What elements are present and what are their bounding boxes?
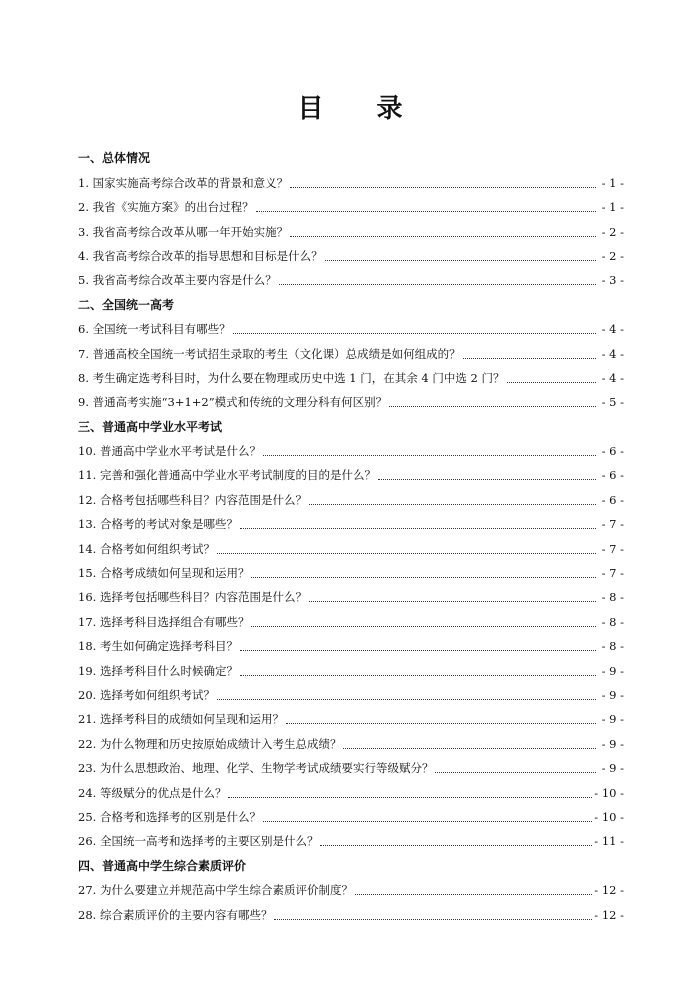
toc-entry[interactable] — [78, 898, 624, 922]
toc-leader-dots — [309, 503, 596, 505]
toc-entry-title: 17. 选择考科目选择组合有哪些？ — [78, 614, 250, 629]
toc-page-number: - 4 - — [601, 322, 624, 337]
toc-entry-title: 21. 选择考科目的成绩如何呈现和运用？ — [78, 712, 284, 727]
toc-page-number: - 8 - — [601, 590, 624, 605]
toc-leader-dots — [251, 625, 596, 627]
toc-entry-title: 4. 我省高考综合改革的指导思想和目标是什么？ — [78, 248, 323, 263]
toc-entry-title: 26. 全国统一高考和选择考的主要区别是什么？ — [78, 834, 319, 849]
toc-entry-title: 16. 选择考包括哪些科目？内容范围是什么？ — [78, 590, 307, 605]
toc-leader-dots — [290, 186, 596, 188]
toc-entry-title: 18. 考生如何确定选择考科目？ — [78, 639, 238, 654]
toc-page-number: - 8 - — [601, 639, 624, 654]
toc-entry-title: 13. 合格考的考试对象是哪些？ — [78, 517, 238, 532]
toc-entry-title: 24. 等级赋分的优点是什么？ — [78, 785, 227, 800]
toc-entry-title: 12. 合格考包括哪些科目？内容范围是什么？ — [78, 492, 307, 507]
toc-entry-title: 20. 选择考如何组织考试？ — [78, 687, 215, 702]
toc-entry[interactable] — [78, 654, 624, 678]
toc-entry[interactable] — [78, 557, 624, 581]
toc-leader-dots — [228, 796, 592, 798]
toc-page-number: - 1 - — [601, 200, 624, 215]
toc-entry[interactable] — [78, 166, 624, 190]
toc-entry[interactable] — [78, 362, 624, 386]
toc-entry-title: 8. 考生确定选考科目时，为什么要在物理或历史中选 1 门，在其余 4 门中选 2 门？ — [78, 370, 505, 385]
toc-leader-dots — [274, 918, 592, 920]
toc-page-number: - 6 - — [601, 444, 624, 459]
toc-page-number: - 12 - — [594, 883, 624, 898]
toc-entry-title: 1. 国家实施高考综合改革的背景和意义？ — [78, 175, 289, 190]
toc-leader-dots — [309, 600, 596, 602]
toc-leader-dots — [240, 649, 596, 651]
toc-page-number: - 9 - — [601, 712, 624, 727]
toc-entry-title: 11. 完善和强化普通高中学业水平考试制度的目的是什么？ — [78, 468, 376, 483]
toc-leader-dots — [279, 283, 596, 285]
toc-entry[interactable] — [78, 459, 624, 483]
toc-entry-title: 22. 为什么物理和历史按原始成绩计入考生总成绩？ — [78, 736, 342, 751]
toc-leader-dots — [389, 405, 596, 407]
toc-page-number: - 7 - — [601, 566, 624, 581]
toc-entry[interactable] — [78, 264, 624, 288]
toc-entry[interactable] — [78, 191, 624, 215]
toc-leader-dots — [378, 478, 596, 480]
toc-entry[interactable] — [78, 703, 624, 727]
toc-entry-title: 19. 选择考科目什么时候确定？ — [78, 663, 238, 678]
toc-leader-dots — [240, 674, 596, 676]
toc-entry[interactable] — [78, 313, 624, 337]
toc-entry[interactable] — [78, 727, 624, 751]
page-title: 目 录 — [297, 94, 425, 124]
toc-page-number: - 5 - — [601, 395, 624, 410]
toc-page-number: - 10 - — [594, 785, 624, 800]
toc-entry[interactable] — [78, 605, 624, 629]
toc-section-heading: 二、全国统一高考 — [78, 297, 175, 312]
table-of-contents — [78, 142, 624, 923]
toc-leader-dots — [251, 576, 596, 578]
toc-entry-title: 7. 普通高校全国统一考试招生录取的考生（文化课）总成绩是如何组成的？ — [78, 346, 461, 361]
toc-page-number: - 2 - — [601, 224, 624, 239]
toc-page-number: - 4 - — [601, 346, 624, 361]
toc-leader-dots — [325, 259, 596, 261]
toc-entry[interactable] — [78, 240, 624, 264]
toc-entry-title: 28. 综合素质评价的主要内容有哪些？ — [78, 907, 273, 922]
toc-leader-dots — [463, 357, 596, 359]
toc-section-heading: 四、普通高中学生综合素质评价 — [78, 858, 247, 873]
toc-page-number: - 10 - — [594, 809, 624, 824]
toc-entry-title: 15. 合格考成绩如何呈现和运用？ — [78, 566, 250, 581]
toc-page-number: - 9 - — [601, 663, 624, 678]
toc-entry[interactable] — [78, 337, 624, 361]
toc-leader-dots — [256, 210, 596, 212]
toc-page-number: - 7 - — [601, 541, 624, 556]
toc-entry[interactable] — [78, 679, 624, 703]
toc-entry[interactable] — [78, 483, 624, 507]
toc-entry-title: 5. 我省高考综合改革主要内容是什么？ — [78, 273, 277, 288]
toc-page-number: - 6 - — [601, 468, 624, 483]
toc-page-number: - 3 - — [601, 273, 624, 288]
toc-entry[interactable] — [78, 581, 624, 605]
toc-leader-dots — [286, 722, 596, 724]
toc-page-number: - 11 - — [594, 834, 624, 849]
toc-page-number: - 9 - — [601, 736, 624, 751]
toc-leader-dots — [290, 235, 596, 237]
toc-entry[interactable] — [78, 630, 624, 654]
toc-page-number: - 4 - — [601, 370, 624, 385]
toc-entry-title: 10. 普通高中学业水平考试是什么？ — [78, 444, 261, 459]
toc-leader-dots — [355, 893, 592, 895]
toc-entry-title: 2. 我省《实施方案》的出台过程？ — [78, 200, 254, 215]
toc-entry[interactable] — [78, 752, 624, 776]
toc-entry[interactable] — [78, 508, 624, 532]
toc-section-heading: 一、总体情况 — [78, 151, 151, 166]
toc-entry-title: 14. 合格考如何组织考试？ — [78, 541, 215, 556]
toc-page-number: - 7 - — [601, 517, 624, 532]
toc-entry[interactable] — [78, 386, 624, 410]
toc-page-number: - 8 - — [601, 614, 624, 629]
toc-leader-dots — [263, 454, 596, 456]
toc-leader-dots — [507, 381, 596, 383]
toc-entry-title: 6. 全国统一考试科目有哪些？ — [78, 322, 231, 337]
toc-entry[interactable] — [78, 825, 624, 849]
toc-leader-dots — [263, 820, 592, 822]
toc-page-number: - 9 - — [601, 761, 624, 776]
toc-entry-title: 27. 为什么要建立并规范高中学生综合素质评价制度？ — [78, 883, 353, 898]
toc-leader-dots — [320, 844, 592, 846]
toc-page-number: - 1 - — [601, 175, 624, 190]
toc-leader-dots — [435, 771, 596, 773]
toc-page-number: - 6 - — [601, 492, 624, 507]
toc-entry-title: 3. 我省高考综合改革从哪一年开始实施？ — [78, 224, 289, 239]
toc-leader-dots — [233, 332, 596, 334]
toc-entry[interactable] — [78, 435, 624, 459]
toc-leader-dots — [217, 698, 596, 700]
toc-leader-dots — [240, 527, 596, 529]
toc-entry-title: 23. 为什么思想政治、地理、化学、生物学考试成绩要实行等级赋分？ — [78, 761, 434, 776]
toc-entry[interactable] — [78, 801, 624, 825]
toc-entry[interactable] — [78, 532, 624, 556]
toc-leader-dots — [217, 552, 596, 554]
toc-entry[interactable] — [78, 215, 624, 239]
toc-leader-dots — [343, 747, 596, 749]
toc-entry-title: 25. 合格考和选择考的区别是什么？ — [78, 809, 261, 824]
toc-entry[interactable] — [78, 874, 624, 898]
toc-entry-title: 9. 普通高考实施“3+1+2”模式和传统的文理分科有何区别？ — [78, 395, 388, 410]
toc-entry[interactable] — [78, 776, 624, 800]
toc-section-heading: 三、普通高中学业水平考试 — [78, 419, 223, 434]
toc-page-number: - 9 - — [601, 687, 624, 702]
toc-page-number: - 2 - — [601, 248, 624, 263]
toc-page-number: - 12 - — [594, 907, 624, 922]
